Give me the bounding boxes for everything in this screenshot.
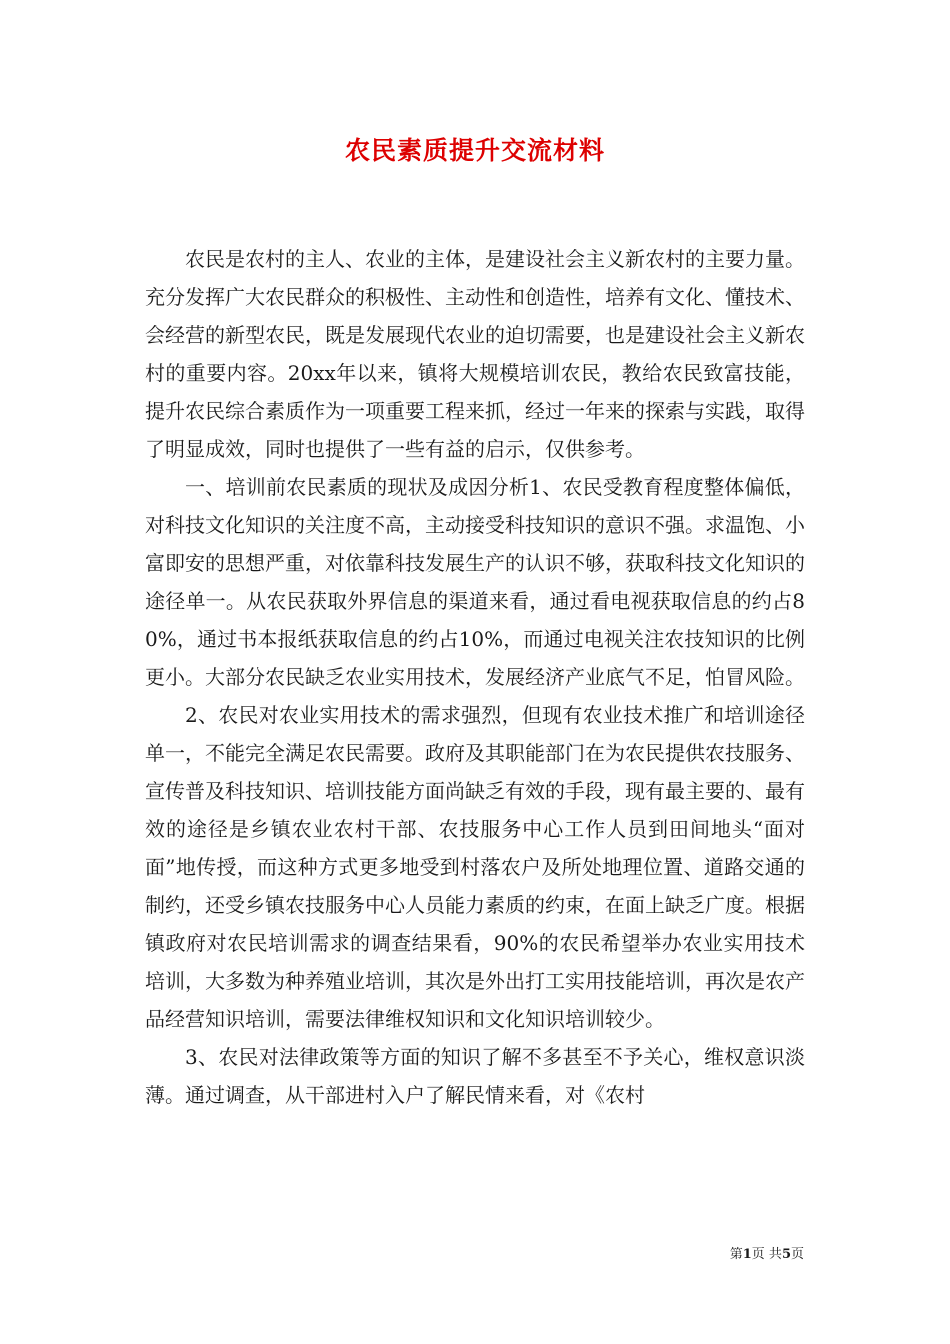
footer-prefix: 第 bbox=[729, 1247, 743, 1262]
paragraph-intro: 农民是农村的主人、农业的主体，是建设社会主义新农村的主要力量。充分发挥广大农民群众的积极性、主动性和创造性，培养有文化、懂技术、会经营的新型农民，既是发展现代农业的迫切需要，也是建设社会主义新农村的重要内容。20xx年以来，镇将大规模培训农民，教给农民致富技能，提升农民综合素质作为一项重要工程来抓，经过一年来的探索与实践，取得了明显成效，同时也提供了一些有益的启示，仅供参考。 bbox=[145, 247, 805, 461]
total-page-number: 5 bbox=[781, 1247, 791, 1262]
paragraph-section-3: 3、农民对法律政策等方面的知识了解不多甚至不予关心，维权意识淡薄。通过调查，从干部进村入户了解民情来看，对《农村 bbox=[145, 1045, 805, 1107]
paragraph-section-1: 一、培训前农民素质的现状及成因分析1、农民受教育程度整体偏低，对科技文化知识的关注度不高，主动接受科技知识的意识不强。求温饱、小富即安的思想严重，对依靠科技发展生产的认识不够，获取科技文化知识的途径单一。从农民获取外界信息的渠道来看，通过看电视获取信息的约占80%，通过书本报纸获取信息的约占10%，而通过电视关注农技知识的比例更小。大部分农民缺乏农业实用技术，发展经济产业底气不足，怕冒风险。 bbox=[145, 475, 805, 689]
footer-suffix: 页 bbox=[790, 1247, 804, 1262]
document-title: 农民素质提升交流材料 bbox=[344, 136, 605, 165]
document-body bbox=[145, 240, 805, 1114]
footer-middle: 页 共 bbox=[751, 1247, 782, 1262]
page-number-footer bbox=[730, 1246, 804, 1264]
current-page-number: 1 bbox=[742, 1247, 752, 1262]
paragraph-section-2: 2、农民对农业实用技术的需求强烈，但现有农业技术推广和培训途径单一，不能完全满足农民需要。政府及其职能部门在为农民提供农技服务、宣传普及科技知识、培训技能方面尚缺乏有效的手段，现有最主要的、最有效的途径是乡镇农业农村干部、农技服务中心工作人员到田间地头“面对面”地传授，而这种方式更多地受到村落农户及所处地理位置、道路交通的制约，还受乡镇农技服务中心人员能力素质的约束，在面上缺乏广度。根据镇政府对农民培训需求的调查结果看，90%的农民希望举办农业实用技术培训，大多数为种养殖业培训，其次是外出打工实用技能培训，再次是农产品经营知识培训，需要法律维权知识和文化知识培训较少。 bbox=[145, 703, 805, 1031]
